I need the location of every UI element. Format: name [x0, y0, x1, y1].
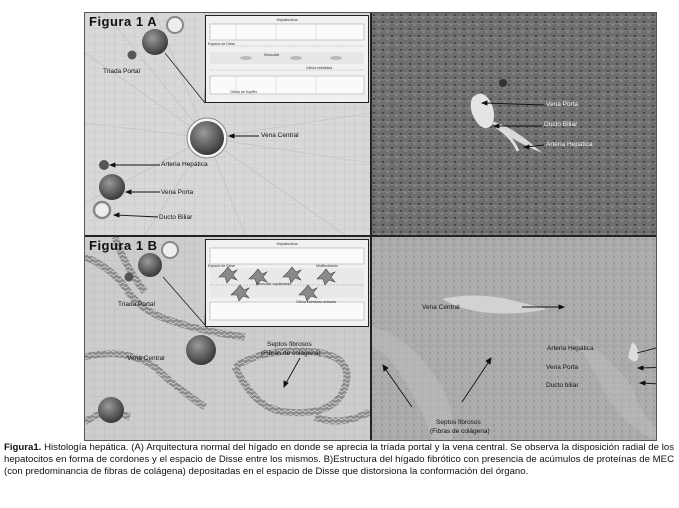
hepatic-artery: [99, 160, 109, 170]
label-b-septos-1: Septos fibrosos: [267, 341, 312, 348]
portal-vein-b-lower: [98, 397, 124, 423]
label-triada-portal: Triada Portal: [103, 68, 140, 75]
portal-vein-b: [138, 253, 162, 277]
panel-divider-vertical: [370, 13, 372, 440]
inset-b-label-2: Miofibroblasto: [316, 264, 338, 268]
inset-b-title: Hepatocitos: [276, 241, 298, 246]
micro-a-ducto-biliar: Ducto Biliar: [544, 121, 578, 128]
inset-a-label-3: Célula estrellada: [306, 66, 333, 70]
panel-a-micrograph: [372, 13, 656, 235]
panel-b-schematic: [85, 237, 370, 440]
panel-b-micrograph: [372, 237, 656, 440]
inset-a-label-1: Espacio de Disse: [208, 42, 236, 46]
label-ducto-biliar: Ducto Biliar: [159, 214, 193, 221]
hepatic-artery-top: [128, 51, 137, 60]
panel-b-title: Figura 1 B: [89, 238, 158, 253]
portal-vein-top: [142, 29, 168, 55]
panel-a-schematic: [85, 13, 370, 235]
bile-duct-b: [162, 242, 178, 258]
inset-b-label-4: Célula estrellada activada: [296, 300, 337, 304]
inset-b-label-1: Espacio de Disse: [208, 264, 236, 268]
figure-1: [84, 12, 657, 441]
inset-a-title: Hepatocitos: [276, 17, 298, 22]
micro-b-septos-2: (Fibras de colágena): [430, 428, 490, 435]
inset-b-label-3: Sinusoide capilarizado: [256, 282, 292, 286]
inset-a-label-4: Célula de Kupffer: [230, 90, 257, 94]
label-vena-central: Vena Central: [261, 132, 299, 139]
bile-duct-top: [167, 17, 183, 33]
label-b-triada-portal: Triada Portal: [118, 301, 155, 308]
bile-duct: [94, 202, 110, 218]
panel-a-inset: [205, 15, 369, 103]
figure-caption: [4, 442, 674, 478]
micro-b-arteria-hepatica: Arteria Hepática: [547, 345, 594, 352]
label-b-septos-2: (Fibras de colágena): [261, 350, 321, 357]
micro-a-arteria-hepatica: Arteria Hepática: [546, 141, 593, 148]
hepatic-artery-b: [125, 273, 134, 282]
inset-a-label-2: Sinusoide: [264, 53, 280, 57]
micro-b-septos-1: Septos fibrosos: [436, 419, 481, 426]
panel-a-title: Figura 1 A: [89, 14, 158, 29]
central-vein-b: [186, 335, 216, 365]
central-vein: [190, 121, 224, 155]
micro-b-vena-porta: Vena Porta: [546, 364, 579, 371]
micrograph-b-drawing: [372, 237, 656, 440]
label-arteria-hepatica: Arteria Hepática: [161, 161, 208, 168]
micro-a-vena-porta: Vena Porta: [546, 101, 579, 108]
portal-vein: [99, 174, 125, 200]
caption-text: Histología hepática. (A) Arquitectura normal del hígado en donde se aprecia la tríada portal y la vena central. Se observa la disposición radial de los hepatocitos en forma de cordones y el espacio de Disse entre los mismos. B)Estructura del hígado fibrótico con presencia de acúmulos de proteínas de MEC (con predominancia de fibras de colágena) depositadas en el espacio de Disse que distorsiona la conformación del órgano.: [4, 442, 674, 477]
label-b-vena-central: Vena Central: [127, 355, 165, 362]
micro-b-vena-central: Vena Central: [422, 304, 460, 311]
panel-b-inset: [205, 239, 369, 327]
micrograph-a-drawing: [372, 13, 656, 235]
caption-label: Figura1.: [4, 442, 42, 453]
micro-b-ducto-biliar: Ducto biliar: [546, 382, 579, 389]
label-vena-porta: Vena Porta: [161, 189, 194, 196]
